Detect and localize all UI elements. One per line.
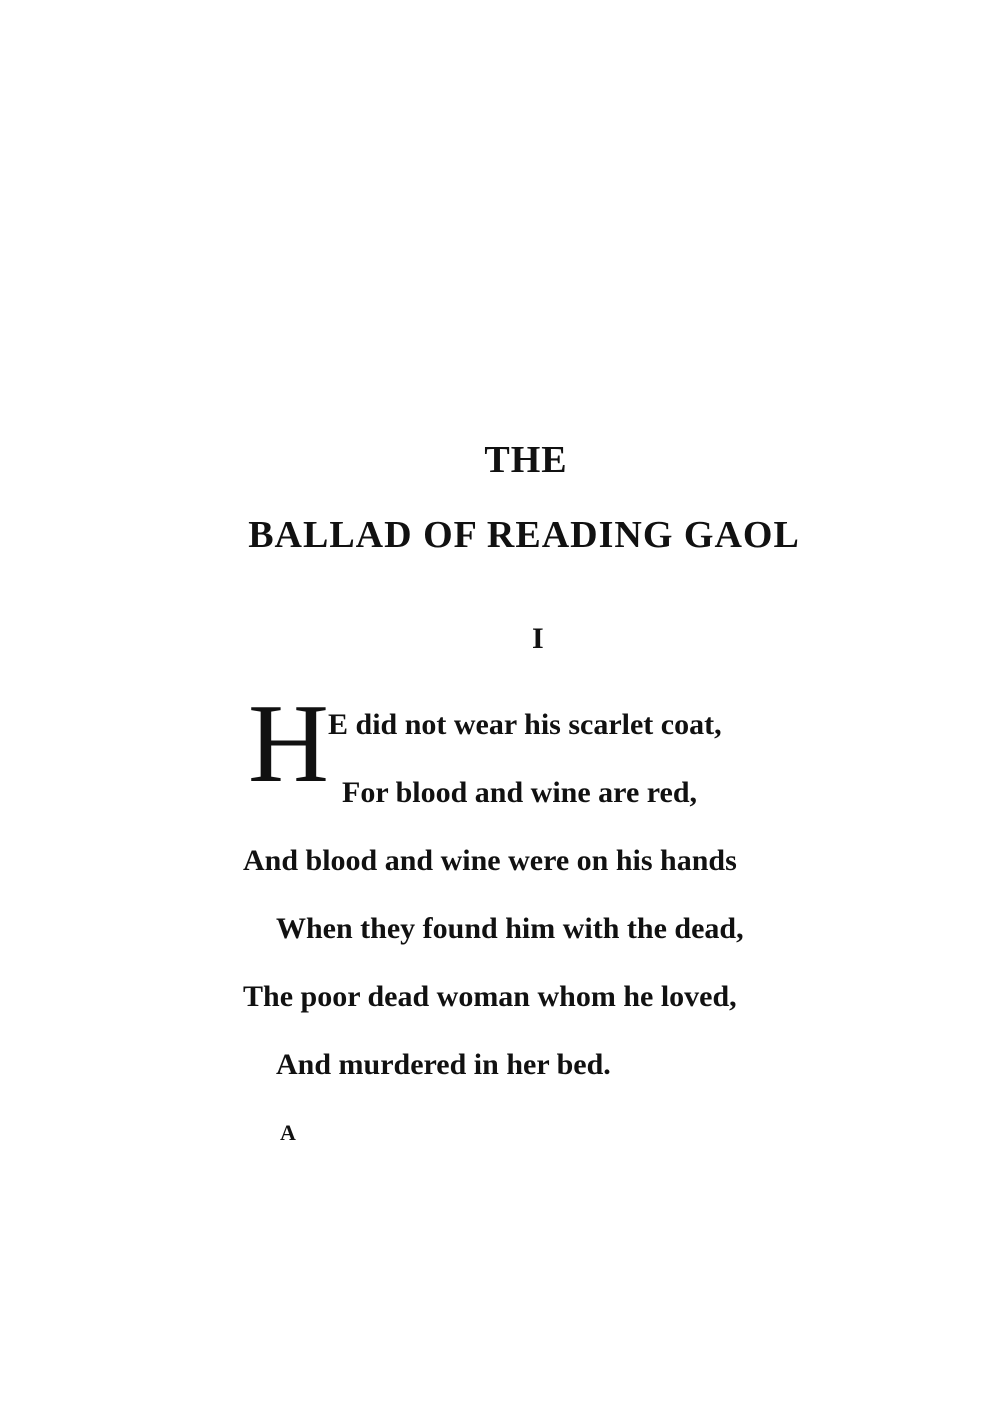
verse-line-4: When they found him with the dead, (276, 912, 744, 945)
verse-line-1: E did not wear his scarlet coat, (328, 708, 722, 741)
verse-line-2: For blood and wine are red, (342, 776, 698, 809)
catchword: A (280, 1120, 296, 1145)
verse-line-6: And murdered in her bed. (276, 1048, 611, 1081)
section-number: I (532, 622, 544, 655)
title-line-1: THE (484, 439, 568, 481)
drop-cap: H (248, 682, 329, 806)
title-line-2: BALLAD OF READING GAOL (248, 514, 800, 556)
verse-line-3: And blood and wine were on his hands (243, 844, 737, 877)
verse-line-5: The poor dead woman whom he loved, (243, 980, 737, 1013)
